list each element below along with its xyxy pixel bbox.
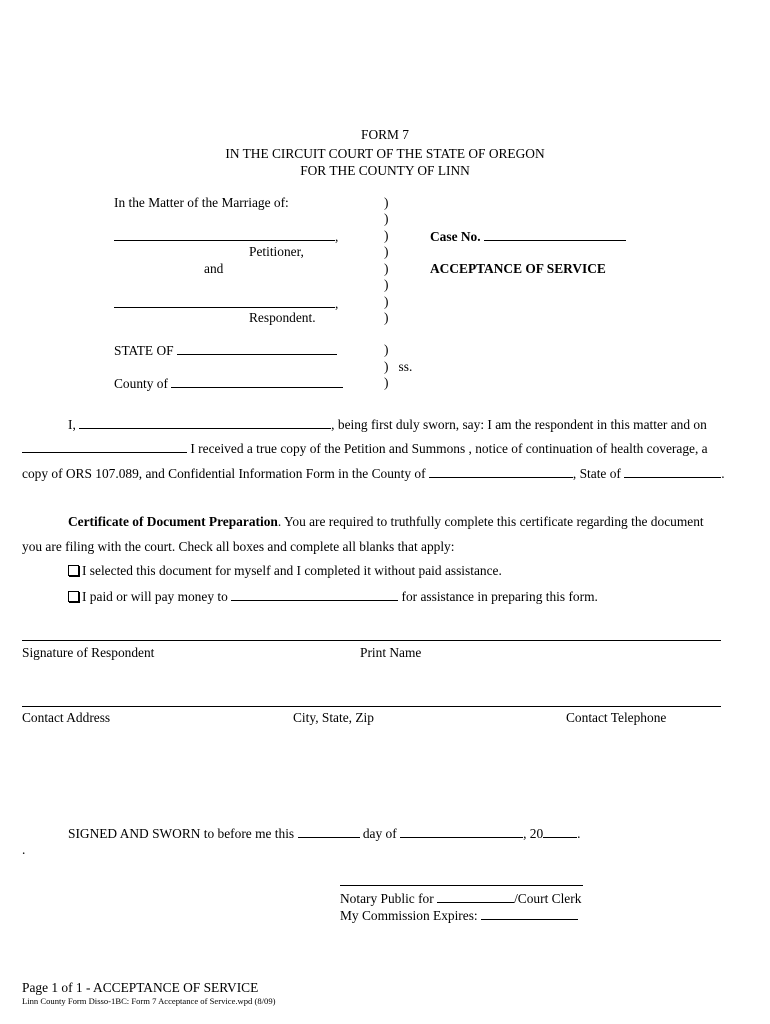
affidavit-line-2[interactable]: I received a true copy of the Petition and Summons , notice of continuation of health coverage, a (22, 441, 708, 455)
option-self-prepared[interactable]: I selected this document for myself and I completed it without paid assistance. (68, 564, 502, 577)
petitioner-label: Petitioner, (249, 244, 304, 259)
contact-address-label: Contact Address (22, 710, 111, 725)
county-name: FOR THE COUNTY OF LINN (300, 163, 470, 178)
and-label: and (204, 261, 224, 276)
page-footer: Page 1 of 1 - ACCEPTANCE OF SERVICE (22, 980, 259, 995)
signature-label: Signature of Respondent (22, 645, 155, 660)
venue-paren: ) (384, 342, 389, 357)
county-of-field[interactable]: County of (114, 376, 343, 390)
notary-signature-line[interactable] (340, 885, 583, 886)
caption-paren: ) (384, 195, 389, 210)
option-paid-assistance[interactable]: I paid or will pay money to for assistance in preparing this form. (68, 589, 598, 603)
form-number: FORM 7 (361, 127, 409, 142)
affidavit-line-1[interactable]: I, , being first duly sworn, say: I am the respondent in this matter and on (68, 417, 707, 432)
caption-paren: ) (384, 211, 389, 226)
venue-paren: ) (384, 375, 389, 390)
checkbox-paid-assistance[interactable] (68, 591, 79, 602)
caption-paren: ) (384, 244, 389, 259)
respondent-label: Respondent. (249, 310, 316, 325)
affidavit-line-3[interactable]: copy of ORS 107.089, and Confidential Information Form in the County of , State of . (22, 466, 725, 481)
city-state-zip-label: City, State, Zip (293, 710, 374, 725)
signature-line[interactable] (22, 640, 721, 641)
checkbox-self-prepared[interactable] (68, 565, 79, 576)
commission-expires-line[interactable]: My Commission Expires: (340, 908, 578, 922)
matter-label: In the Matter of the Marriage of: (114, 195, 289, 210)
state-of-field[interactable]: STATE OF (114, 343, 337, 357)
venue-paren: ) ss. (384, 359, 413, 374)
stray-dot: . (22, 842, 26, 857)
caption-paren: ) (384, 310, 389, 325)
form-id-footer: Linn County Form Disso-1BC: Form 7 Acceptance of Service.wpd (8/09) (22, 996, 276, 1006)
caption-paren: ) (384, 277, 389, 292)
case-number[interactable]: Case No. (430, 229, 626, 243)
ss-label: ss. (398, 359, 413, 374)
notary-public-line[interactable]: Notary Public for /Court Clerk (340, 891, 582, 906)
certificate-line-1: Certificate of Document Preparation. You are required to truthfully complete this certificate regarding the document (68, 514, 704, 529)
respondent-line[interactable]: , (114, 296, 338, 310)
certificate-line-2: you are filing with the court. Check all boxes and complete all blanks that apply: (22, 539, 455, 554)
document-title: ACCEPTANCE OF SERVICE (430, 261, 606, 276)
caption-paren: ) (384, 228, 389, 243)
certificate-heading: Certificate of Document Preparation (68, 514, 278, 529)
print-name-label: Print Name (360, 645, 422, 660)
contact-telephone-label: Contact Telephone (566, 710, 667, 725)
address-line[interactable] (22, 706, 721, 707)
petitioner-line[interactable]: , (114, 229, 338, 243)
court-name: IN THE CIRCUIT COURT OF THE STATE OF OREGON (225, 146, 545, 161)
caption-paren: ) (384, 261, 389, 276)
signed-sworn-line[interactable]: SIGNED AND SWORN to before me this day of , 20 . (68, 826, 581, 841)
caption-paren: ) (384, 294, 389, 309)
